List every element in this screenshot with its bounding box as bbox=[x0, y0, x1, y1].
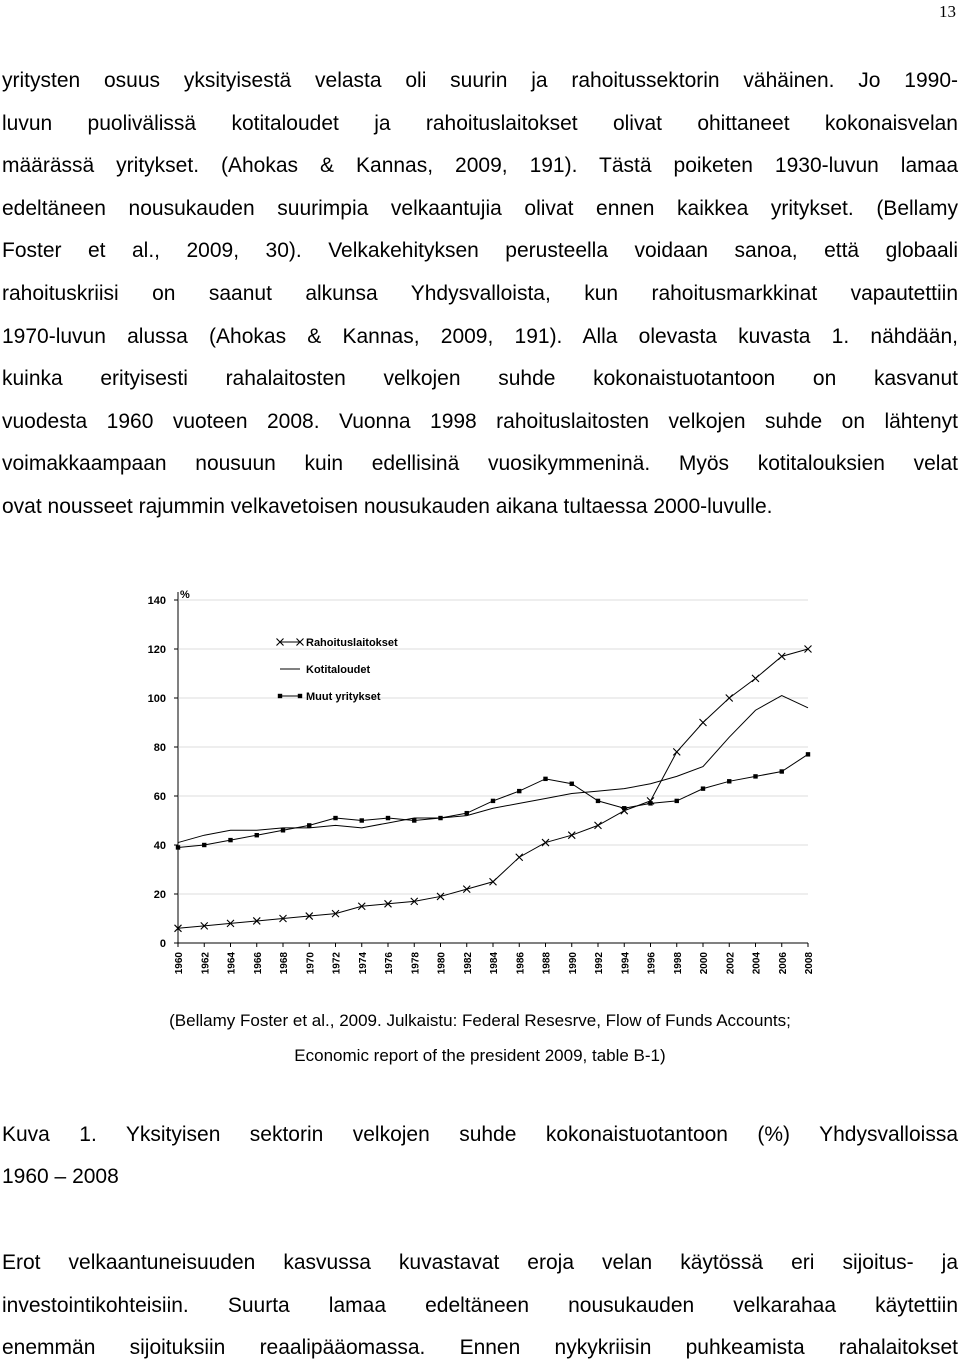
x-marker bbox=[595, 822, 602, 829]
series-muut-yritykset bbox=[176, 752, 810, 850]
square-marker bbox=[701, 786, 705, 790]
x-tick-label: 1998 bbox=[672, 952, 684, 975]
figure-caption bbox=[2, 1114, 958, 1198]
square-marker bbox=[438, 816, 442, 820]
source-line-1: (Bellamy Foster et al., 2009. Julkaistu: Federal Resesrve, Flow of Funds Accounts; bbox=[169, 1011, 791, 1030]
square-marker bbox=[202, 843, 206, 847]
square-marker bbox=[753, 774, 757, 778]
y-tick-label: 80 bbox=[153, 742, 166, 754]
x-tick-label: 1976 bbox=[384, 952, 395, 975]
x-tick-labels bbox=[174, 943, 815, 974]
square-marker bbox=[281, 828, 285, 832]
text-line: Foster et al., 2009, 30). Velkakehityksen perusteella voidaan sanoa, että globaali bbox=[2, 239, 958, 263]
text-line: määrässä yritykset. (Ahokas & Kannas, 2009, 191). Tästä poiketen 1930-luvun lamaa bbox=[2, 154, 958, 178]
text-line: yritysten osuus yksityisestä velasta oli suurin ja rahoitussektorin vähäinen. Jo 1990- bbox=[2, 69, 958, 92]
x-tick-label: 1966 bbox=[252, 952, 264, 975]
y-tick-label: 60 bbox=[153, 791, 166, 803]
x-marker bbox=[752, 675, 759, 682]
y-tick-labels bbox=[148, 595, 166, 950]
y-tick-label: 0 bbox=[159, 938, 166, 950]
x-marker bbox=[568, 832, 575, 839]
square-marker bbox=[780, 769, 784, 773]
x-tick-label: 1972 bbox=[331, 952, 343, 975]
x-tick-label: 1960 bbox=[174, 952, 185, 975]
text-line: edeltäneen nousukauden suurimpia velkaantujia olivat ennen kaikkea yritykset. (Bellamy bbox=[2, 196, 958, 220]
y-tick-label: 40 bbox=[153, 840, 166, 852]
chart-series bbox=[175, 646, 812, 932]
caption-line: 1960 – 2008 bbox=[2, 1165, 119, 1188]
square-marker bbox=[307, 823, 311, 827]
square-marker bbox=[278, 694, 282, 698]
x-tick-label: 1994 bbox=[620, 952, 632, 975]
square-marker bbox=[648, 801, 652, 805]
square-marker bbox=[491, 799, 495, 803]
x-marker bbox=[490, 878, 497, 885]
x-tick-label: 1996 bbox=[646, 952, 658, 975]
series-kotitaloudet bbox=[178, 696, 808, 843]
text-line: voimakkaampaan nousuun kuin edellisinä vuosikymmeninä. Myös kotitalouksien velat bbox=[2, 452, 958, 476]
x-tick-label: 1988 bbox=[541, 952, 553, 975]
square-marker bbox=[333, 816, 337, 820]
series-line bbox=[178, 649, 808, 928]
y-tick-label: 140 bbox=[147, 595, 166, 607]
x-tick-label: 2002 bbox=[725, 952, 737, 975]
x-marker bbox=[700, 719, 707, 726]
y-tick-label: 100 bbox=[147, 693, 166, 705]
x-tick-label: 1964 bbox=[226, 952, 238, 975]
square-marker bbox=[806, 752, 810, 756]
square-marker bbox=[465, 811, 469, 815]
caption-line: Kuva 1. Yksityisen sektorin velkojen suhde kokonaistuotantoon (%) Yhdysvalloissa bbox=[2, 1123, 958, 1146]
text-line: vuodesta 1960 vuoteen 2008. Vuonna 1998 rahoituslaitosten velkojen suhde on lähtenyt bbox=[2, 409, 958, 433]
debt-ratio-chart bbox=[130, 580, 830, 1000]
square-marker bbox=[675, 799, 679, 803]
x-tick-label: 2004 bbox=[751, 952, 763, 975]
x-tick-label: 1986 bbox=[515, 952, 527, 975]
x-tick-label: 1984 bbox=[489, 952, 500, 975]
square-marker bbox=[360, 818, 364, 822]
x-tick-label: 1974 bbox=[357, 952, 369, 975]
x-tick-label: 2000 bbox=[699, 952, 710, 975]
y-axis-label: % bbox=[180, 589, 190, 601]
x-tick-label: 1992 bbox=[594, 952, 605, 975]
square-marker bbox=[517, 789, 521, 793]
square-marker bbox=[412, 818, 416, 822]
text-line: Erot velkaantuneisuuden kasvussa kuvastavat eroja velan käytössä eri sijoitus- ja bbox=[2, 1251, 958, 1274]
square-marker bbox=[386, 816, 390, 820]
text-line: investointikohteisiin. Suurta lamaa edeltäneen nousukauden velkarahaa käytettiin bbox=[2, 1293, 958, 1317]
x-marker bbox=[778, 653, 785, 660]
legend-label: Kotitaloudet bbox=[306, 664, 371, 676]
legend-label: Rahoituslaitokset bbox=[306, 637, 398, 649]
text-line: rahoituskriisi on saanut alkunsa Yhdysvalloista, kun rahoitusmarkkinat vapautettiin bbox=[2, 281, 958, 305]
y-tick-label: 120 bbox=[147, 644, 166, 656]
text-line: enemmän sijoituksiin reaalipääomassa. Ennen nykykriisin puhkeamista rahalaitokset bbox=[2, 1336, 958, 1360]
x-tick-label: 1968 bbox=[279, 952, 290, 975]
x-tick-label: 1980 bbox=[436, 952, 448, 975]
x-marker bbox=[463, 886, 470, 893]
body-paragraph-2 bbox=[2, 1242, 958, 1370]
text-line: kuinka erityisesti rahalaitosten velkojen suhde kokonaistuotantoon on kasvanut bbox=[2, 367, 958, 391]
source-line-2: Economic report of the president 2009, table B-1) bbox=[294, 1046, 666, 1065]
x-tick-label: 1962 bbox=[200, 952, 212, 975]
text-line: ovat nousseet rajummin velkavetoisen nousukauden aikana tultaessa 2000-luvulle. bbox=[2, 494, 773, 518]
text-line: luvun puolivälissä kotitaloudet ja rahoituslaitokset olivat ohittaneet kokonaisvelan bbox=[2, 111, 958, 135]
square-marker bbox=[596, 799, 600, 803]
square-marker bbox=[298, 694, 302, 698]
x-tick-label: 1970 bbox=[305, 952, 317, 975]
chart-legend bbox=[277, 637, 399, 703]
y-tick-label: 20 bbox=[153, 889, 166, 901]
x-tick-label: 2008 bbox=[804, 952, 815, 975]
chart-gridlines bbox=[174, 600, 808, 943]
legend-label: Muut yritykset bbox=[306, 691, 381, 703]
series-rahoituslaitokset bbox=[175, 646, 812, 932]
x-marker bbox=[673, 748, 680, 755]
x-tick-label: 1990 bbox=[567, 952, 579, 975]
x-tick-label: 1982 bbox=[462, 952, 474, 975]
text-line: 1970-luvun alussa (Ahokas & Kannas, 2009, 191). Alla olevasta kuvasta 1. nähdään, bbox=[2, 324, 958, 348]
body-paragraph-1 bbox=[2, 60, 958, 529]
square-marker bbox=[622, 806, 626, 810]
square-marker bbox=[727, 779, 731, 783]
square-marker bbox=[570, 782, 574, 786]
chart-axes bbox=[178, 592, 808, 943]
x-tick-label: 2006 bbox=[777, 952, 789, 975]
square-marker bbox=[228, 838, 232, 842]
square-marker bbox=[543, 777, 547, 781]
x-tick-label: 1978 bbox=[410, 952, 422, 975]
x-marker bbox=[516, 854, 523, 861]
square-marker bbox=[176, 845, 180, 849]
square-marker bbox=[255, 833, 259, 837]
page-number: 13 bbox=[939, 2, 956, 21]
series-line bbox=[178, 696, 808, 843]
